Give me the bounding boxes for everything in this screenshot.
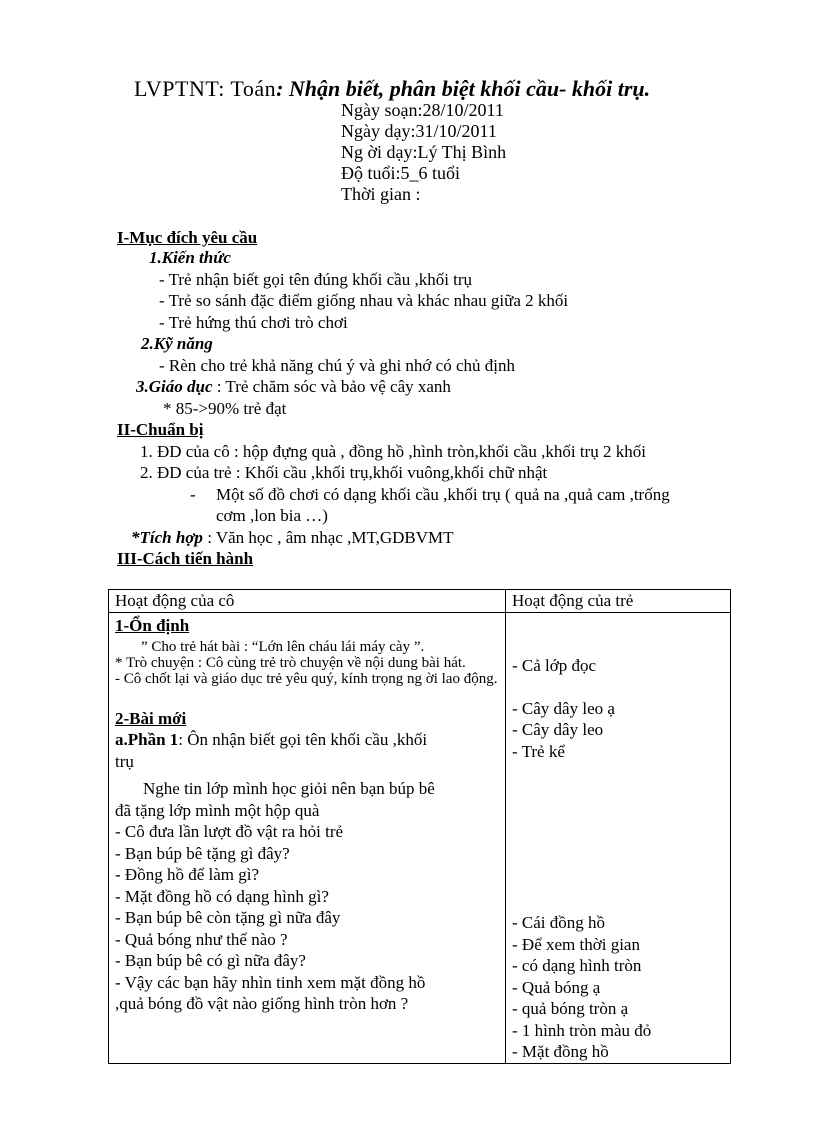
- part1-title: 1-Ổn định: [115, 616, 190, 635]
- child-response: - có dạng hình tròn: [512, 956, 642, 975]
- meta-teacher: Ng ời dạy:Lý Thị Bình: [341, 142, 507, 162]
- meta-age: Độ tuổi:5_6 tuổi: [341, 163, 461, 183]
- education-text: : Trẻ chăm sóc và bảo vệ cây xanh: [216, 377, 451, 396]
- prep-toys-line2: cơm ,lon bia …): [216, 506, 328, 525]
- part1-conclude: - Cô chốt lại và giáo dục trẻ yêu quý, kính trọng ng ời lao động.: [115, 670, 498, 687]
- part2-intro2: đã tặng lớp mình một hộp quà: [115, 800, 320, 820]
- teacher-activities: [109, 613, 506, 1064]
- activity-table: [108, 589, 731, 1064]
- knowledge-title: 1.Kiến thức: [149, 248, 231, 267]
- part1-song: ” Cho trẻ hát bài : “Lớn lên cháu lái máy cày ”.: [141, 638, 425, 655]
- part2-line: - Bạn búp bê còn tặng gì nữa đây: [115, 908, 341, 927]
- section-objectives-title: I-Mục đích yêu cầu: [117, 228, 258, 247]
- education-line: [136, 377, 451, 397]
- col-child-header: Hoạt động của trẻ: [506, 590, 731, 613]
- part2-line: - Cô đưa lần lượt đồ vật ra hỏi trẻ: [115, 822, 344, 841]
- part2-line: - Bạn búp bê có gì nữa đây?: [115, 951, 306, 970]
- meta-time: Thời gian :: [341, 184, 421, 204]
- integration-line: [131, 528, 454, 548]
- child-response: - Cây dây leo: [512, 720, 604, 739]
- part1-chat: * Trò chuyện : Cô cùng trẻ trò chuyện về nội dung bài hát.: [115, 654, 466, 671]
- bullet-dash: -: [190, 485, 196, 504]
- child-response: - Mặt đồng hồ: [512, 1042, 609, 1061]
- table-row: [109, 613, 731, 1064]
- part2-a-text: : Ôn nhận biết gọi tên khối cầu ,khối: [178, 730, 428, 749]
- title-lead: LVPTNT: Toán: [134, 76, 277, 101]
- col-teacher-header: Hoạt động của cô: [109, 590, 506, 613]
- page-title: [134, 76, 650, 102]
- part2-title: 2-Bài mới: [115, 708, 187, 728]
- part2-intro1: Nghe tin lớp mình học giỏi nên bạn búp bê: [143, 779, 435, 798]
- child-response: - Trẻ kể: [512, 741, 565, 761]
- part2-a-label: a.Phần 1: [115, 730, 179, 749]
- integration-text: : Văn học , âm nhạc ,MT,GDBVMT: [207, 528, 454, 547]
- child-response: - quả bóng tròn ạ: [512, 999, 629, 1018]
- part2-line: - Đồng hồ để làm gì?: [115, 865, 259, 884]
- child-response: - 1 hình tròn màu đỏ: [512, 1020, 652, 1040]
- prep-item: 2. ĐD của trẻ : Khối cầu ,khối trụ,khối vuông,khối chữ nhật: [140, 463, 548, 482]
- title-subject: : Nhận biết, phân biệt khối cầu- khối trụ.: [276, 76, 651, 101]
- part2-line: ,quả bóng đồ vật nào giống hình tròn hơn ?: [115, 994, 409, 1013]
- education-title: 3.Giáo dục: [136, 377, 213, 396]
- knowledge-item: - Trẻ hứng thú chơi trò chơi: [159, 313, 348, 332]
- part2-line: - Vậy các bạn hãy nhìn tinh xem mặt đồng hồ: [115, 972, 426, 992]
- part2-a-text2: trụ: [115, 751, 134, 771]
- meta-teach-date: Ngày dạy:31/10/2011: [341, 121, 497, 141]
- child-activities: [506, 613, 731, 1064]
- skill-item: - Rèn cho trẻ khả năng chú ý và ghi nhớ có chủ định: [159, 356, 515, 375]
- part2-a-line: [115, 729, 499, 751]
- prep-toys-line1: Một số đồ chơi có dạng khối cầu ,khối trụ ( quả na ,quả cam ,trống: [216, 485, 670, 504]
- child-response: - Cái đồng hồ: [512, 913, 606, 932]
- meta-prep-date: Ngày soạn:28/10/2011: [341, 100, 504, 120]
- knowledge-item: - Trẻ so sánh đặc điểm giống nhau và khác nhau giữa 2 khối: [159, 291, 569, 310]
- child-response: - Quả bóng ạ: [512, 977, 601, 997]
- part2-line: - Quả bóng như thế nào ?: [115, 929, 288, 949]
- child-response: - Để xem thời gian: [512, 934, 640, 954]
- section-prep-title: II-Chuẩn bị: [117, 420, 204, 439]
- skill-title: 2.Kỹ năng: [141, 334, 213, 353]
- child-response: - Cả lớp đọc: [512, 656, 597, 675]
- target-rate: * 85->90% trẻ đạt: [163, 399, 287, 418]
- part2-line: - Mặt đồng hồ có dạng hình gì?: [115, 886, 329, 906]
- child-response: - Cây dây leo ạ: [512, 698, 615, 718]
- integration-label: *Tích hợp: [131, 528, 203, 547]
- part2-line: - Bạn búp bê tặng gì đây?: [115, 843, 290, 863]
- prep-item: 1. ĐD của cô : hộp đựng quà , đồng hồ ,hình tròn,khối cầu ,khối trụ 2 khối: [140, 442, 646, 461]
- knowledge-item: - Trẻ nhận biết gọi tên đúng khối cầu ,khối trụ: [159, 270, 473, 289]
- section-procedure-title: III-Cách tiến hành: [117, 549, 254, 568]
- table-header-row: [109, 590, 731, 613]
